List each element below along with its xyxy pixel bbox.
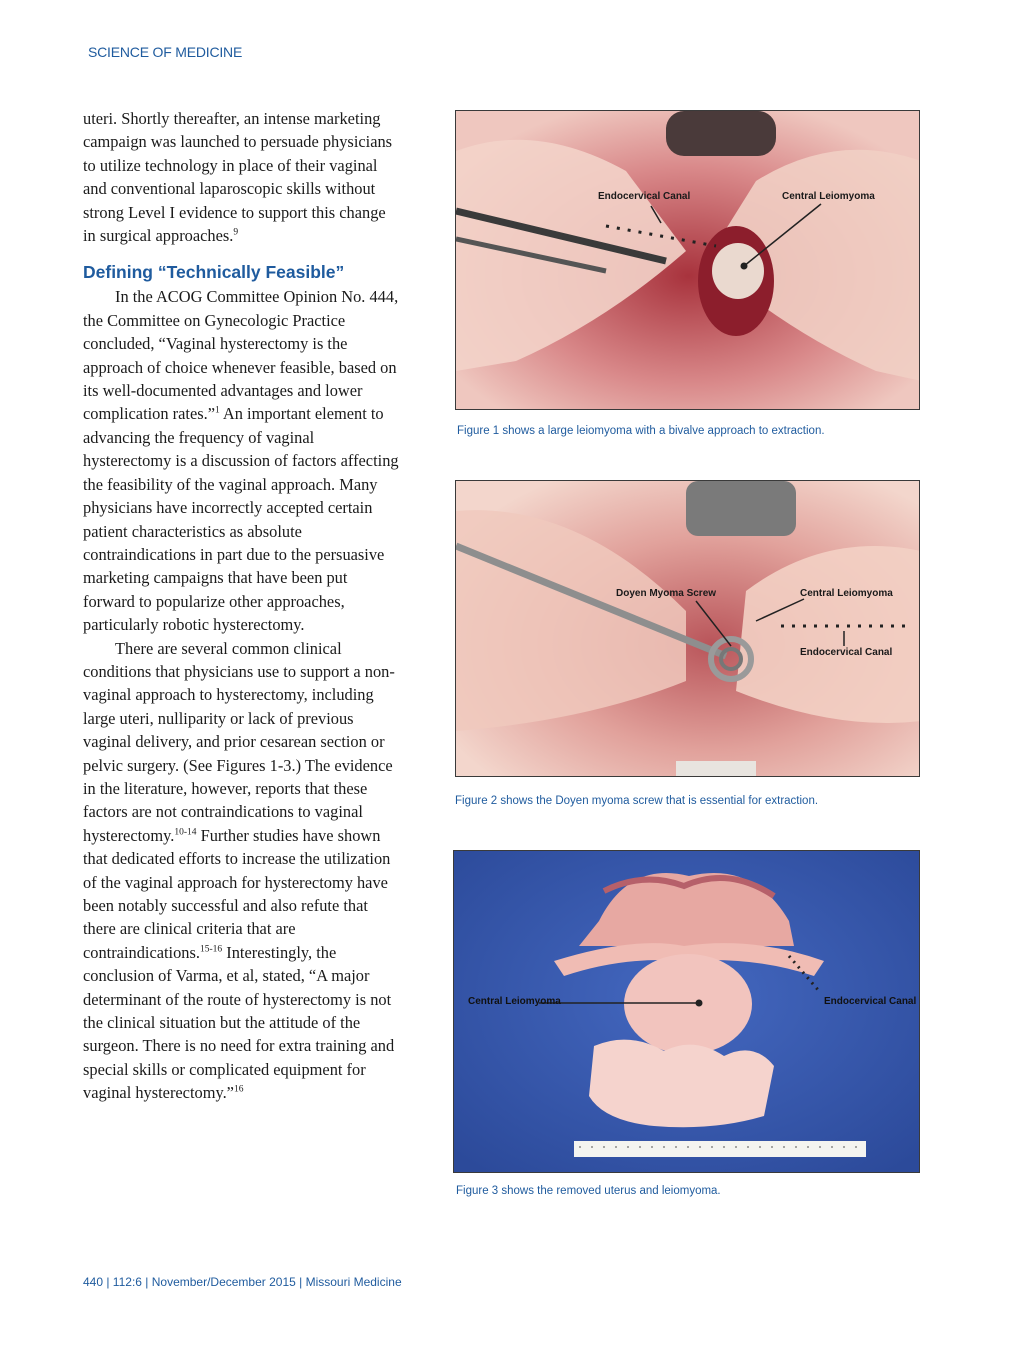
- figure-2-photo: [455, 480, 920, 777]
- section-header: SCIENCE OF MEDICINE: [88, 44, 243, 60]
- figure-2-caption: Figure 2 shows the Doyen myoma screw that is essential for extraction.: [455, 795, 819, 807]
- figure-1-caption: Figure 1 shows a large leiomyoma with a bivalve approach to extraction.: [457, 425, 825, 437]
- figure-3-caption: Figure 3 shows the removed uterus and leiomyoma.: [456, 1185, 721, 1197]
- subheading: Defining “Technically Feasible”: [83, 262, 345, 283]
- label-central-leiomyoma: Central Leiomyoma: [800, 588, 893, 599]
- paragraph-acog: In the ACOG Committee Opinion No. 444, the Committee on Gynecologic Practice concluded, “Vaginal hysterectomy is the approach of choice whenever feasible, based on its well-documented advantages and lower complication rates.”$^1$ An important element to advancing the frequency of vaginal hysterectomy is a discussion of factors affecting the feasibility of the vaginal approach. Many physicians have incorrectly accepted certain patient characteristics as absolute contraindications in part due to the persuasive marketing campaigns that have been put forward to popularize other approaches, particularly robotic hysterectomy.: [83, 287, 399, 635]
- paragraph-intro: uteri. Shortly thereafter, an intense marketing campaign was launched to persuade physicians to utilize technology in place of their vaginal and conventional laparoscopic skills without strong Level I evidence to support this change in surgical approaches.$^9$: [83, 109, 393, 246]
- citation-ref: 9: [233, 227, 239, 238]
- label-endocervical-canal: Endocervical Canal: [598, 191, 691, 202]
- label-central-leiomyoma: Central Leiomyoma: [468, 996, 561, 1007]
- page-footer: 440 | 112:6 | November/December 2015 | Missouri Medicine: [83, 1275, 402, 1289]
- citation-ref: 15-16: [199, 944, 223, 955]
- label-endocervical-canal: Endocervical Canal: [824, 996, 917, 1007]
- figure-1-photo: [455, 110, 920, 410]
- citation-ref: 16: [233, 1084, 244, 1095]
- citation-ref: 1: [214, 406, 220, 416]
- label-central-leiomyoma: Central Leiomyoma: [782, 191, 875, 202]
- label-endocervical-canal: Endocervical Canal: [800, 647, 893, 658]
- figure-3-photo: [453, 850, 920, 1173]
- paragraph-conditions: There are several common clinical conditions that physicians use to support a non-vaginal approach to hysterectomy, including large uteri, nulliparity or lack of previous vaginal delivery, and prior cesarean section or pelvic surgery. (See Figures 1-3.) The evidence in the literature, however, reports that these factors are not contraindications to vaginal hysterectomy.$^{10-14}$ Further studies have shown that dedicated efforts to increase the utilization of the vaginal approach for hysterectomy have been notably successful and also refute that there are clinical criteria that are contraindications.$^{15-16}$ Interestingly, the conclusion of Varma, et al, stated, “A major determinant of the route of hysterectomy is not the clinical situation but the attitude of the surgeon. There is no need for extra training and special skills or complicated equipment for vaginal hysterectomy.”$^{16}$: [83, 638, 395, 1103]
- label-doyen-myoma-screw: Doyen Myoma Screw: [616, 588, 717, 599]
- left-text-column: [83, 107, 401, 1105]
- citation-ref: 10-14: [174, 827, 197, 838]
